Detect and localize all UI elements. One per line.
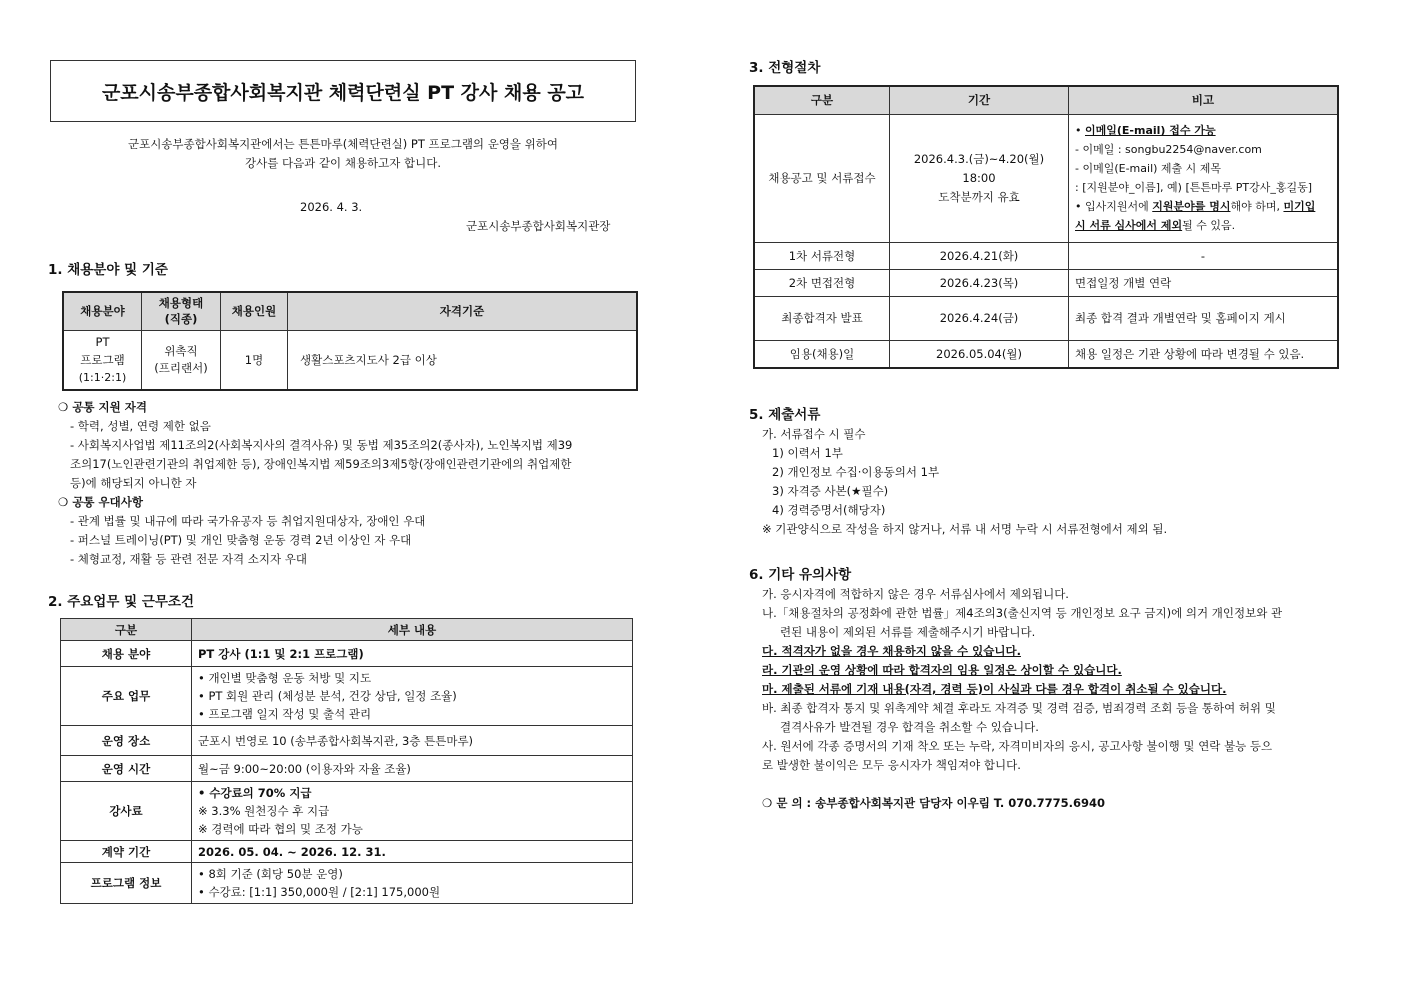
selection-process-table [753, 85, 1339, 369]
col-header-qualification: 자격기준 [288, 292, 638, 330]
row-label: 2차 면접전형 [754, 269, 890, 296]
row-label: 1차 서류전형 [754, 242, 890, 269]
row-label: 임용(채용)일 [754, 340, 890, 368]
list-item: 다. 적격자가 없을 경우 채용하지 않을 수 있습니다. [762, 644, 1021, 658]
list-item: 2) 개인정보 수집·이용동의서 1부 [772, 465, 940, 479]
row-period: 2026.4.24(금) [890, 296, 1069, 340]
col-header-note: 비고 [1069, 86, 1339, 114]
cell-field: PT 프로그램 (1:1·2:1) [63, 330, 142, 390]
row-period: 2026.4.23(목) [890, 269, 1069, 296]
row-note: • 이메일(E-mail) 접수 가능 - 이메일 : songbu2254@naver.com - 이메일(E-mail) 제출 시 제목 : [지원분야_이름], 예) [튼튼마루 PT강사_홍길동] • 입사지원서에 지원분야를 명시해야 하며, 미기입 시 서류 심사에서 제외될 수 있음. [1069, 114, 1339, 242]
common-qualification-title: ❍ 공통 지원 자격 [58, 400, 147, 414]
list-item: - 체형교정, 재활 등 관련 전문 자격 소지자 우대 [70, 552, 308, 566]
row-label: 프로그램 정보 [61, 863, 192, 904]
col-header-detail: 세부 내용 [192, 619, 633, 641]
row-value: • 수강료의 70% 지급 ※ 3.3% 원천징수 후 지급 ※ 경력에 따라 협의 및 조정 가능 [192, 782, 633, 841]
section-2-heading: 2. 주요업무 및 근무조건 [48, 594, 194, 610]
row-label: 최종합격자 발표 [754, 296, 890, 340]
row-period: 2026.4.3.(금)~4.20(월) 18:00 도착분까지 유효 [890, 114, 1069, 242]
row-value: PT 강사 (1:1 및 2:1 프로그램) [192, 641, 633, 667]
list-item: 바. 최종 합격자 통지 및 위촉계약 체결 후라도 자격증 및 경력 검증, 범죄경력 조회 등을 통하여 허위 및 [762, 701, 1276, 715]
row-value: • 8회 기준 (회당 50분 운영) • 수강료: [1:1] 350,000원 / [2:1] 175,000원 [192, 863, 633, 904]
notice-date: 2026. 4. 3. [300, 200, 363, 214]
list-item: 결격사유가 발견될 경우 합격을 취소할 수 있습니다. [780, 720, 1039, 734]
row-label: 운영 장소 [61, 726, 192, 756]
list-item: 련된 내용이 제외된 서류를 제출해주시기 바랍니다. [780, 625, 1036, 639]
col-header-category: 구분 [754, 86, 890, 114]
row-label: 계약 기간 [61, 841, 192, 863]
row-label: 채용공고 및 서류접수 [754, 114, 890, 242]
list-item: 로 발생한 불이익은 모두 응시자가 책임져야 합니다. [762, 758, 1021, 772]
row-value: 월~금 9:00~20:00 (이용자와 자율 조율) [192, 756, 633, 782]
list-item: 마. 제출된 서류에 기재 내용(자격, 경력 등)이 사실과 다를 경우 합격이 취소될 수 있습니다. [762, 682, 1227, 696]
row-label: 주요 업무 [61, 667, 192, 726]
list-item: 가. 응시자격에 적합하지 않은 경우 서류심사에서 제외됩니다. [762, 587, 1069, 601]
row-note: 면접일정 개별 연락 [1069, 269, 1339, 296]
cell-qualification: 생활스포츠지도사 2급 이상 [288, 330, 638, 390]
section-6-heading: 6. 기타 유의사항 [749, 567, 852, 583]
cell-count: 1명 [221, 330, 288, 390]
row-note: - [1069, 242, 1339, 269]
circle-bullet-icon: ❍ [58, 400, 73, 414]
row-note: 채용 일정은 기관 상황에 따라 변경될 수 있음. [1069, 340, 1339, 368]
col-header-field: 채용분야 [63, 292, 142, 330]
circle-bullet-icon: ❍ [58, 495, 73, 509]
list-item: 등)에 해당되지 아니한 자 [70, 476, 197, 490]
list-item: 조의17(노인관련기관의 취업제한 등), 장애인복지법 제59조의3제5항(장애인관련기관에의 취업제한 [70, 457, 572, 471]
row-label: 운영 시간 [61, 756, 192, 782]
recruit-field-table [62, 291, 638, 391]
list-item: 나.「채용절차의 공정화에 관한 법률」제4조의3(출신지역 등 개인정보 요구 금지)에 의거 개인정보와 관 [762, 606, 1283, 620]
col-header-count: 채용인원 [221, 292, 288, 330]
contact-info: ❍ 문 의 : 송부종합사회복지관 담당자 이우림 T. 070.7775.6940 [762, 796, 1106, 810]
intro-line-2: 강사를 다음과 같이 채용하고자 합니다. [244, 156, 442, 170]
row-value: • 개인별 맞춤형 운동 처방 및 지도 • PT 회원 관리 (체성분 분석, 건강 상담, 일정 조율) • 프로그램 일지 작성 및 출석 관리 [192, 667, 633, 726]
list-item: 4) 경력증명서(해당자) [772, 503, 886, 517]
row-period: 2026.4.21(화) [890, 242, 1069, 269]
row-label: 강사료 [61, 782, 192, 841]
list-item: - 퍼스널 트레이닝(PT) 및 개인 맞춤형 운동 경력 2년 이상인 자 우대 [70, 533, 412, 547]
circle-bullet-icon: ❍ [762, 796, 777, 810]
row-note: 최종 합격 결과 개별연락 및 홈페이지 게시 [1069, 296, 1339, 340]
row-value: 군포시 번영로 10 (송부종합사회복지관, 3층 튼튼마루) [192, 726, 633, 756]
page-title: 군포시송부종합사회복지관 체력단련실 PT 강사 채용 공고 [50, 60, 636, 122]
section-3-heading: 3. 전형절차 [749, 60, 821, 76]
section-1-heading: 1. 채용분야 및 기준 [48, 262, 168, 278]
list-item: 3) 자격증 사본(★필수) [772, 484, 889, 498]
cell-type: 위촉직 (프리랜서) [142, 330, 221, 390]
signer: 군포시송부종합사회복지관장 [466, 219, 611, 233]
section-5-heading: 5. 제출서류 [749, 407, 821, 423]
list-item: 사. 원서에 각종 증명서의 기재 착오 또는 누락, 자격미비자의 응시, 공고사항 불이행 및 연락 불능 등으 [762, 739, 1273, 753]
list-item: - 사회복지사업법 제11조의2(사회복지사의 결격사유) 및 동법 제35조의2(종사자), 노인복지법 제39 [70, 438, 573, 452]
row-value: 2026. 05. 04. ~ 2026. 12. 31. [192, 841, 633, 863]
list-item: - 학력, 성별, 연령 제한 없음 [70, 419, 211, 433]
work-conditions-table [60, 618, 633, 904]
submission-note: ※ 기관양식으로 작성을 하지 않거나, 서류 내 서명 누락 시 서류전형에서 제외 됨. [762, 522, 1168, 536]
preference-title: ❍ 공통 우대사항 [58, 495, 143, 509]
list-item: 1) 이력서 1부 [772, 446, 843, 460]
list-item: 라. 기관의 운영 상황에 따라 합격자의 임용 일정은 상이할 수 있습니다. [762, 663, 1122, 677]
intro-line-1: 군포시송부종합사회복지관에서는 튼튼마루(체력단련실) PT 프로그램의 운영을 위하여 [127, 137, 559, 151]
list-item: - 관계 법률 및 내규에 따라 국가유공자 등 취업지원대상자, 장애인 우대 [70, 514, 426, 528]
row-period: 2026.05.04(월) [890, 340, 1069, 368]
row-label: 채용 분야 [61, 641, 192, 667]
list-item: 가. 서류접수 시 필수 [762, 427, 866, 441]
col-header-category: 구분 [61, 619, 192, 641]
col-header-type: 채용형태 (직종) [142, 292, 221, 330]
col-header-period: 기간 [890, 86, 1069, 114]
